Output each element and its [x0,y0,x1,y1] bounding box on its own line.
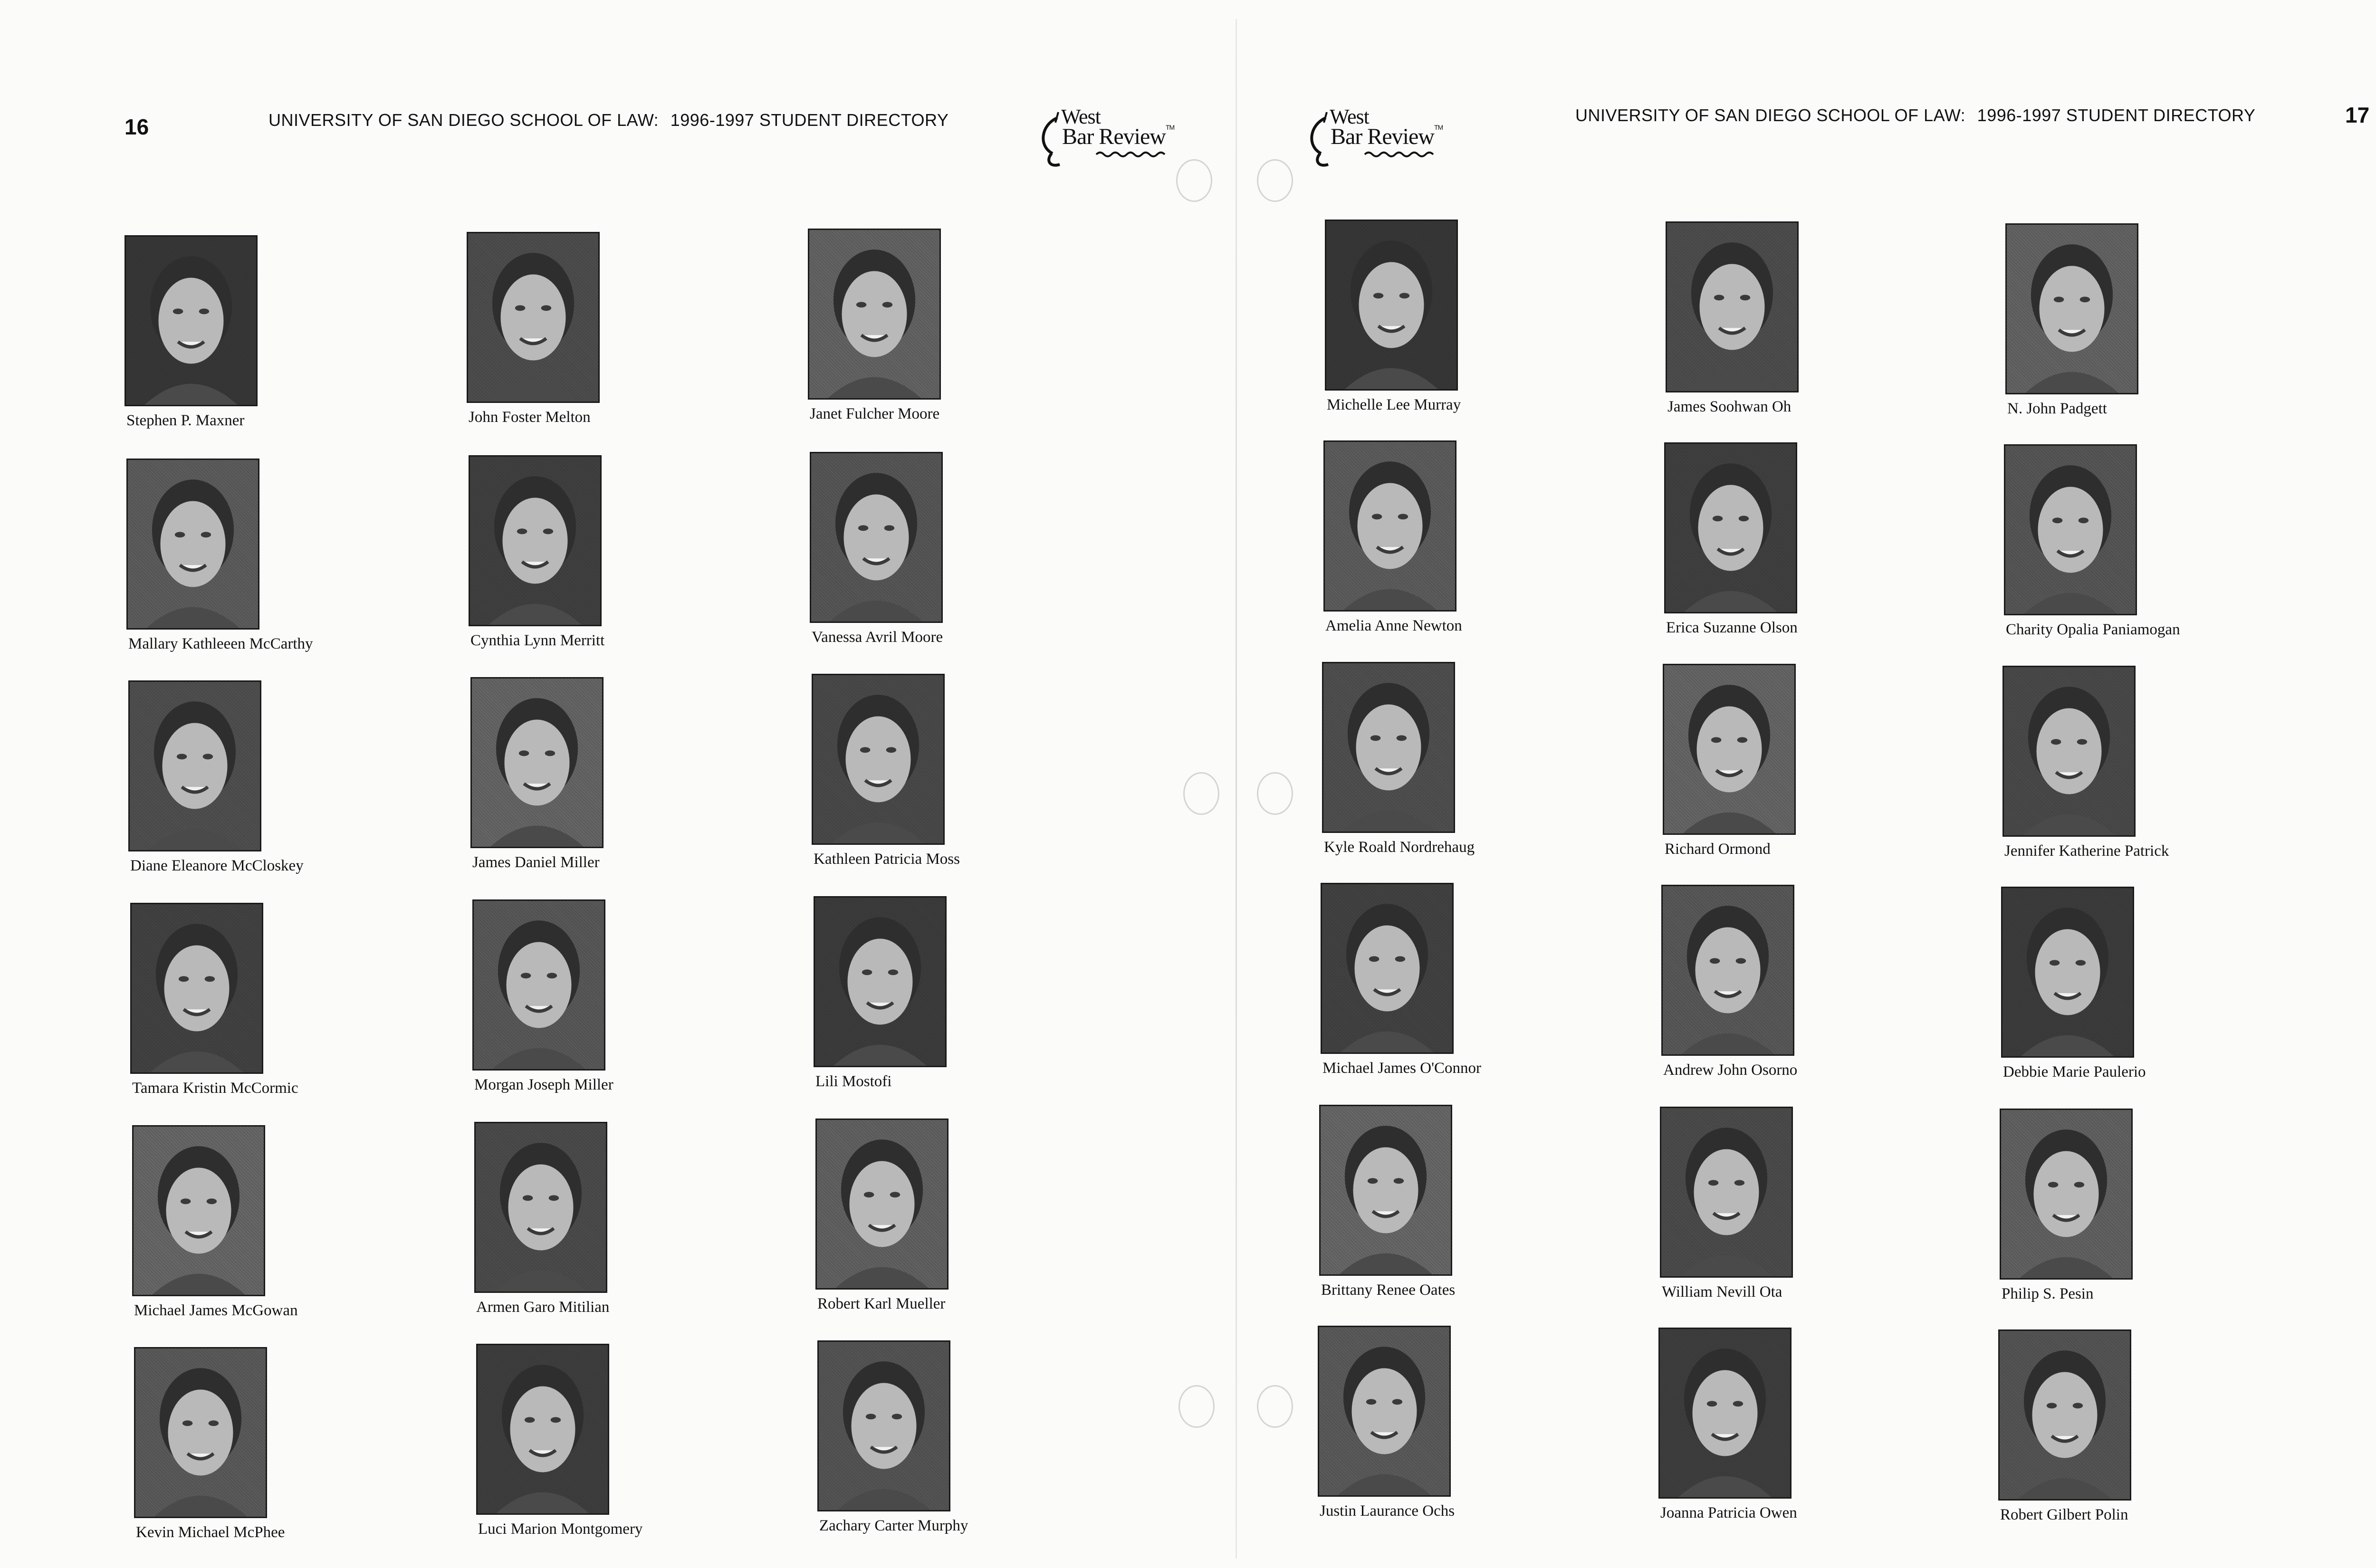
student-card [810,452,1095,670]
header-directory: 1996-1997 STUDENT DIRECTORY [1977,105,2256,125]
running-header [1575,105,2255,125]
student-card [128,680,413,899]
student-card [815,1119,1101,1337]
student-card [1321,883,1606,1101]
student-card [130,903,415,1121]
student-card [134,1347,419,1566]
student-card [476,1344,761,1562]
student-card [817,1340,1102,1559]
student-name: Philip S. Pesin [2002,1285,2094,1302]
student-card [132,1125,417,1344]
header-school: UNIVERSITY OF SAN DIEGO SCHOOL OF LAW: [268,110,659,130]
student-name: William Nevill Ota [1662,1283,1782,1300]
student-photo [1666,221,1799,392]
student-name: John Foster Melton [469,409,591,426]
student-photo [1661,885,1794,1056]
student-card [2001,887,2286,1105]
student-name: Cynthia Lynn Merritt [470,632,605,649]
student-photo [814,896,947,1067]
student-name: Jennifer Katherine Patrick [2004,842,2169,860]
student-card [1664,442,1949,661]
student-photo [467,232,600,403]
page-number: 17 [2345,103,2370,127]
logo-word-west: West [1061,105,1101,128]
west-bar-review-logo [1307,105,1445,176]
logo-ornament-icon [1364,151,1435,158]
student-card [469,455,754,674]
student-photo [1322,662,1455,833]
student-name: Diane Eleanore McCloskey [130,857,304,874]
student-photo [469,455,602,626]
student-photo [1658,1328,1792,1499]
student-photo [2000,1109,2133,1280]
student-photo [810,452,943,623]
student-photo [132,1125,265,1296]
student-photo [2004,444,2137,615]
student-card [808,229,1093,447]
student-card [2005,223,2290,442]
student-card [814,896,1099,1115]
west-bar-review-logo [1038,105,1176,176]
student-name: Michelle Lee Murray [1327,396,1461,413]
student-card [474,1122,759,1340]
student-photo [1321,883,1454,1054]
student-photo [126,459,259,630]
punch-hole [1257,159,1293,202]
student-card [1663,664,1948,882]
header-school: UNIVERSITY OF SAN DIEGO SCHOOL OF LAW: [1575,105,1966,125]
student-name: Zachary Carter Murphy [819,1517,968,1534]
student-photo [128,680,261,851]
student-name: Tamara Kristin McCormic [132,1080,298,1097]
student-name: Vanessa Avril Moore [812,629,943,646]
student-card [467,232,752,450]
student-card [2004,444,2289,663]
right-page [1236,0,2376,1568]
student-name: Mallary Kathleeen McCarthy [128,635,313,652]
student-name: Richard Ormond [1665,841,1771,858]
student-card [1323,440,1609,659]
student-card [1666,221,1951,440]
student-name: Robert Karl Mueller [817,1295,946,1312]
student-photo [1664,442,1797,613]
student-card [812,674,1097,892]
student-name: Brittany Renee Oates [1321,1281,1456,1299]
punch-hole [1183,772,1219,815]
punch-hole [1257,772,1293,815]
student-photo [1319,1105,1452,1276]
student-photo [817,1340,950,1511]
student-photo [472,899,605,1071]
student-name: Kevin Michael McPhee [136,1524,285,1541]
student-name: Justin Laurance Ochs [1320,1502,1455,1520]
student-card [125,235,410,454]
student-photo [470,677,604,848]
student-name: Kathleen Patricia Moss [814,851,960,868]
logo-word-bar-review: Bar Review™ [1331,124,1443,149]
logo-word-bar-review: Bar Review™ [1062,124,1175,149]
student-name: Janet Fulcher Moore [810,405,940,422]
student-name: James Soohwan Oh [1667,398,1792,415]
student-card [472,899,757,1118]
student-name: James Daniel Miller [472,854,600,871]
student-name: Kyle Roald Nordrehaug [1324,839,1475,856]
student-name: Morgan Joseph Miller [474,1076,613,1093]
student-photo [2001,887,2134,1058]
student-name: Erica Suzanne Olson [1666,619,1798,636]
student-card [1325,220,1610,438]
student-name: Michael James McGowan [134,1302,298,1319]
student-photo [1318,1326,1451,1497]
student-name: Luci Marion Montgomery [478,1520,643,1538]
student-photo [1660,1107,1793,1278]
punch-hole [1176,159,1212,202]
student-name: Joanna Patricia Owen [1660,1504,1797,1521]
student-name: Debbie Marie Paulerio [2003,1063,2146,1080]
student-photo [1325,220,1458,391]
student-card [1660,1107,1945,1325]
punch-hole [1178,1385,1215,1428]
student-photo [125,235,258,406]
student-photo [130,903,263,1074]
student-photo [134,1347,267,1518]
student-photo [1998,1329,2131,1501]
student-name: Andrew John Osorno [1663,1061,1798,1079]
student-card [1658,1328,1944,1546]
student-name: Michael James O'Connor [1322,1060,1482,1077]
student-name: Robert Gilbert Polin [2000,1506,2128,1523]
student-card [126,459,412,677]
punch-hole [1257,1385,1293,1428]
student-photo [474,1122,607,1293]
student-card [1322,662,1607,880]
page-number: 16 [125,115,149,139]
logo-word-west: West [1330,105,1369,128]
student-card [1319,1105,1604,1323]
student-name: Armen Garo Mitilian [476,1299,610,1316]
running-header [268,110,948,130]
student-photo [808,229,941,400]
student-card [1661,885,1946,1103]
logo-ornament-icon [1095,151,1167,158]
header-directory: 1996-1997 STUDENT DIRECTORY [670,110,949,130]
student-photo [476,1344,609,1515]
student-name: Lili Mostofi [815,1073,892,1090]
student-photo [2005,223,2138,394]
student-card [2000,1109,2285,1327]
student-photo [1663,664,1796,835]
student-name: Amelia Anne Newton [1325,617,1462,634]
student-card [1998,1329,2283,1548]
student-card [470,677,756,896]
student-photo [815,1119,948,1290]
student-photo [812,674,945,845]
student-name: Stephen P. Maxner [126,412,245,429]
student-photo [2002,666,2136,837]
student-photo [1323,440,1456,612]
student-card [1318,1326,1603,1544]
student-name: Charity Opalia Paniamogan [2006,621,2180,638]
student-name: N. John Padgett [2007,400,2107,417]
student-card [2002,666,2288,884]
